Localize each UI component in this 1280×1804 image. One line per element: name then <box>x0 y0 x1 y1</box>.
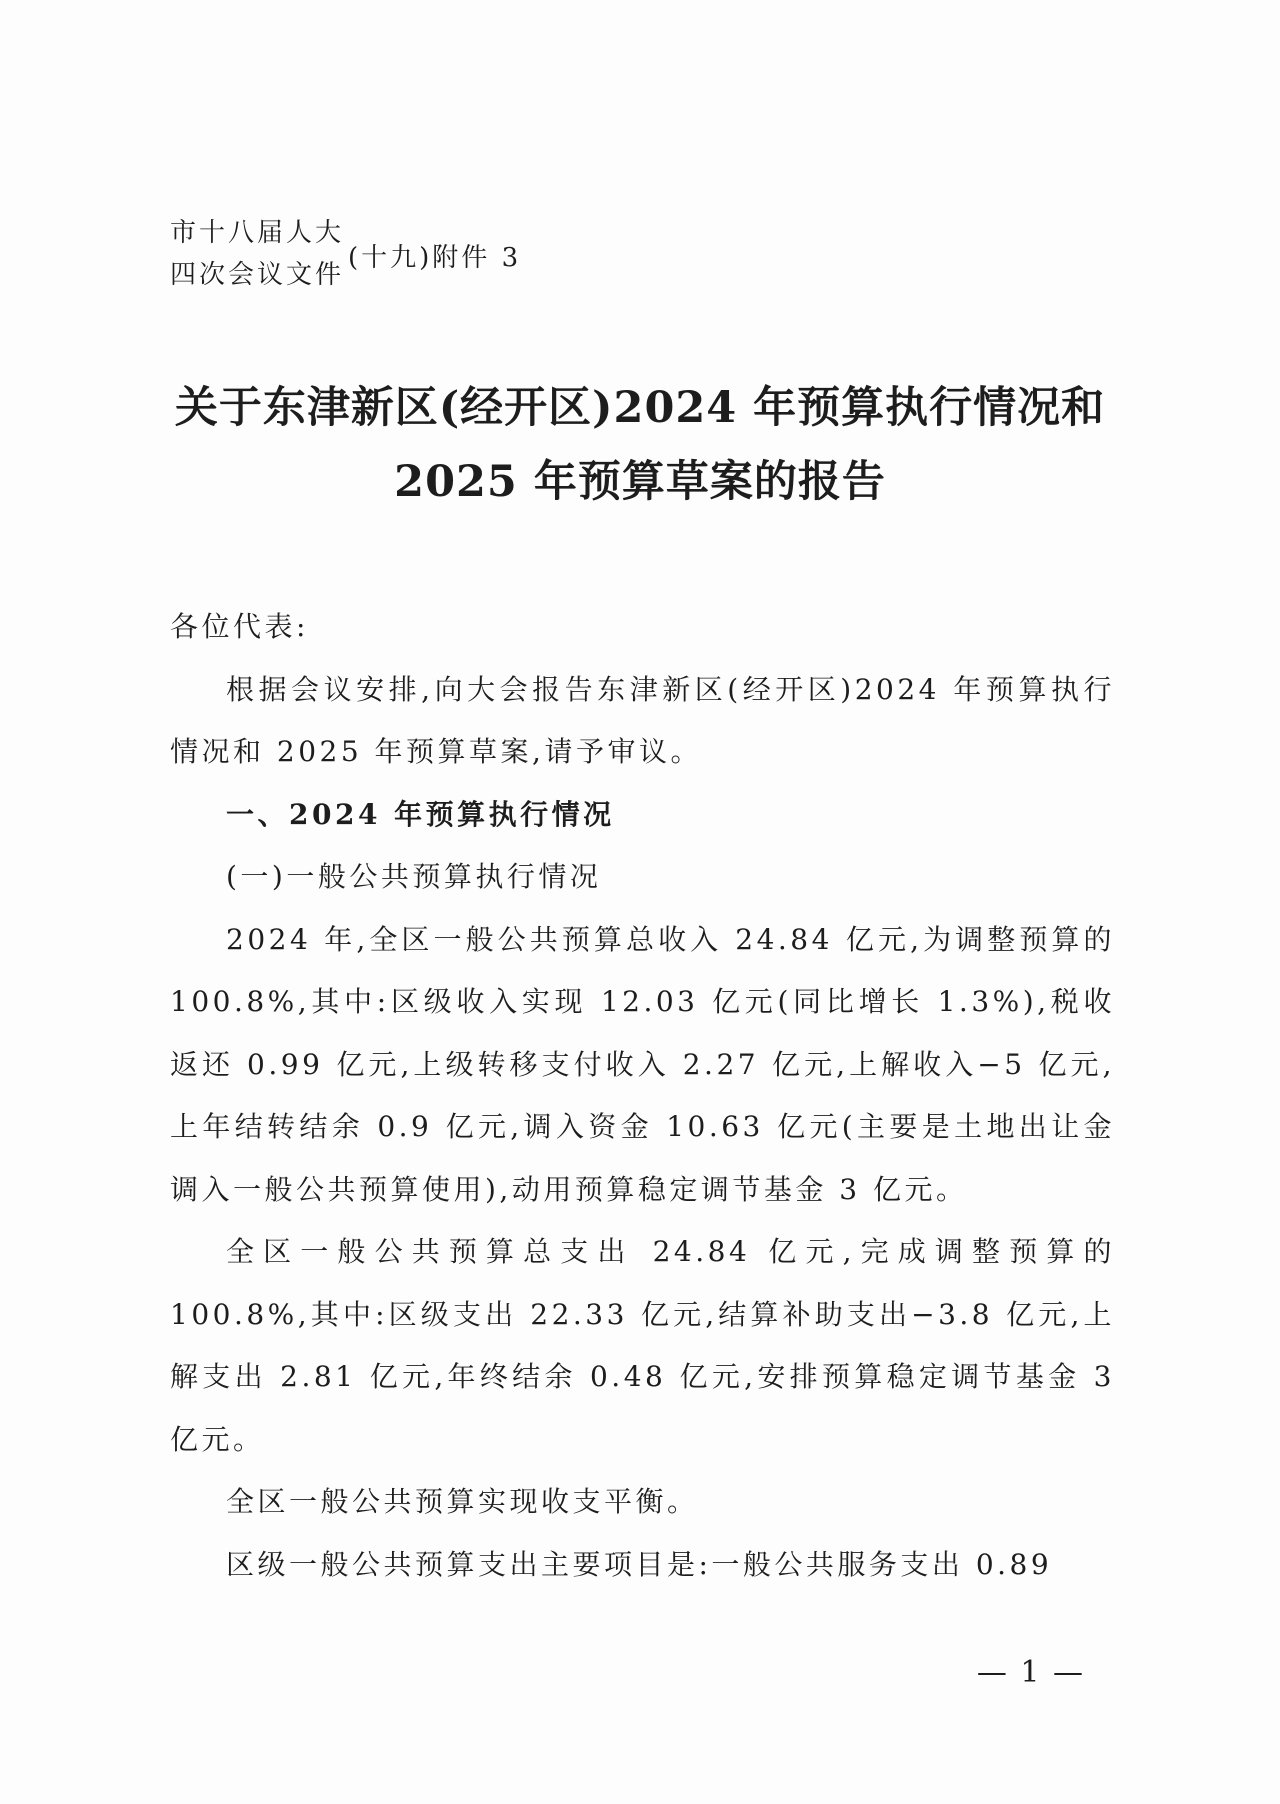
section-heading-1: 一、2024 年预算执行情况 <box>226 797 615 831</box>
report-title-line1: 关于东津新区(经开区)2024 年预算执行情况和 <box>174 383 1106 433</box>
meeting-label-line2: 四次会议文件 <box>170 260 345 290</box>
intro-paragraph: 根据会议安排,向大会报告东津新区(经开区)2024 年预算执行情况和 2025 年预算草案,请予审议。 <box>170 672 1115 768</box>
annex-number: (十九)附件 3 <box>348 242 522 273</box>
expenditure-items-paragraph: 区级一般公共预算支出主要项目是:一般公共服务支出 0.89 <box>226 1547 1053 1581</box>
revenue-paragraph: 2024 年,全区一般公共预算总收入 24.84 亿元,为调整预算的 100.8%,其中:区级收入实现 12.03 亿元(同比增长 1.3%),税收返还 0.99 亿元,上级转移支付收入 2.27 亿元,上解收入−5 亿元,上年结转结余 0.9 亿元,调入资金 10.63 亿元(主要是土地出让金调入一般公共预算使用),动用预算稳定调节基金 3 亿元。 <box>170 922 1115 1206</box>
report-body <box>170 596 1115 1596</box>
balance-paragraph: 全区一般公共预算实现收支平衡。 <box>226 1485 699 1518</box>
meeting-label <box>170 212 344 296</box>
page-number: — 1 — <box>976 1655 1085 1690</box>
report-title-line2: 2025 年预算草案的报告 <box>394 457 886 507</box>
document-file-header <box>170 212 521 296</box>
subsection-heading-1: (一)一般公共预算执行情况 <box>226 860 602 893</box>
meeting-label-line1: 市十八届人大 <box>170 218 345 248</box>
expenditure-paragraph: 全区一般公共预算总支出 24.84 亿元,完成调整预算的 100.8%,其中:区级支出 22.33 亿元,结算补助支出−3.8 亿元,上解支出 2.81 亿元,年终结余 0.48 亿元,安排预算稳定调节基金 3 亿元。 <box>170 1235 1115 1456</box>
salutation: 各位代表: <box>170 610 309 643</box>
